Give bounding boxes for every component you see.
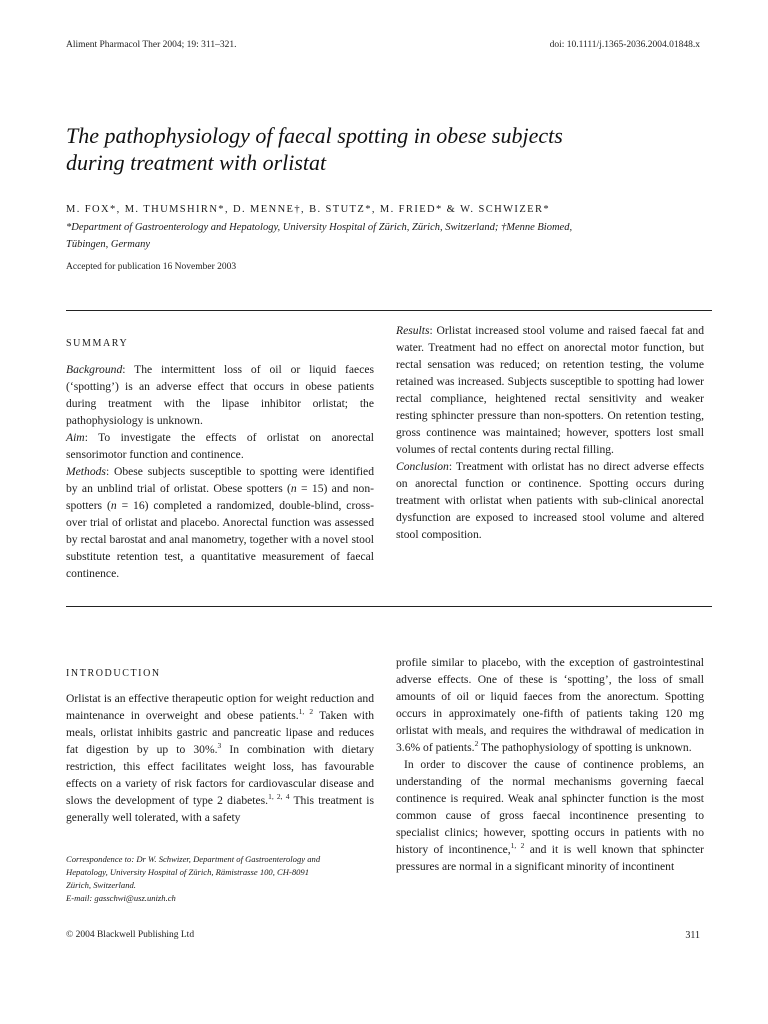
divider <box>66 606 712 607</box>
text-aim: : To investigate the effects of orlistat on anorectal sensorimotor function and continence. <box>66 431 374 461</box>
page-number: 311 <box>685 930 700 941</box>
affiliation-line: Tübingen, Germany <box>66 239 150 250</box>
label-results: Results <box>396 324 430 337</box>
summary-right-column <box>396 322 704 543</box>
summary-background <box>66 361 374 429</box>
text-results: : Orlistat increased stool volume and raised faecal fat and water. Treatment had no effect on anorectal motor function, but rectal sensation was reduced; on retention testing, the volume retained was increased. Subjects susceptible to spotting had lower rectal compliance, heightened rectal sensitivity and weaker resting sphincter pressure than non-spotters. On retention testing, gross continence was maintained; however, spotters lost small volumes of rectal contents during rectal filling. <box>396 324 704 456</box>
reference-marker: 1, 2, 4 <box>268 792 290 802</box>
summary-results <box>396 322 704 458</box>
label-conclusion: Conclusion <box>396 460 449 473</box>
label-methods: Methods <box>66 465 106 478</box>
n-symbol: n <box>110 499 117 512</box>
title-line: during treatment with orlistat <box>66 150 327 175</box>
accepted-date: Accepted for publication 16 November 2003 <box>66 262 237 272</box>
text-methods: = 16) completed a randomized, double-blind, cross-over trial of orlistat and placebo. Anorectal function was assessed by rectal barostat and anal manometry, together with a novel stool substitute retention test, a quantitative measurement of faecal continence. <box>66 499 374 580</box>
summary-aim <box>66 429 374 463</box>
intro-paragraph <box>396 654 704 756</box>
intro-text: In combination with dietary restriction, this effect facilitates weight loss, has favourable effects on a variety of risk factors for cardiovascular disease and slows the development of type 2 diabetes. <box>66 743 374 807</box>
introduction-right-column <box>396 654 704 875</box>
reference-marker: 1, 2 <box>510 841 525 851</box>
introduction-left-column <box>66 665 374 826</box>
affiliations <box>66 219 706 253</box>
introduction-heading: INTRODUCTION <box>66 668 161 679</box>
correspondence-line: Hepatology, University Hospital of Zürich, Rämistrasse 100, CH-8091 <box>66 867 310 877</box>
correspondence-line: Zürich, Switzerland. <box>66 880 136 890</box>
n-symbol: n <box>290 482 297 495</box>
intro-text: Orlistat is an effective therapeutic option for weight reduction and maintenance in overweight and obese patients. <box>66 692 374 722</box>
correspondence-note <box>66 853 376 905</box>
summary-heading: SUMMARY <box>66 338 129 349</box>
intro-paragraph <box>396 756 704 875</box>
intro-text: and it is well known that sphincter pressures are normal in a significant minority of incontinent <box>396 843 705 873</box>
journal-citation: Aliment Pharmacol Ther 2004; 19: 311–321. <box>66 40 237 50</box>
correspondence-email: E-mail: gasschwi@usz.unizh.ch <box>66 893 176 903</box>
copyright: © 2004 Blackwell Publishing Ltd <box>66 930 195 940</box>
text-conclusion: : Treatment with orlistat has no direct adverse effects on anorectal function or continence. Spotting occurs during treatment with orlistat when patients with sub-clinical anorectal dysfunction are exposed to increased stool volume and altered stool composition. <box>396 460 704 541</box>
intro-text: This treatment is generally well tolerated, with a safety <box>66 794 375 824</box>
intro-text: Taken with meals, orlistat inhibits gastric and pancreatic lipase and reduces fat digestion by up to 30%. <box>66 709 375 756</box>
doi: doi: 10.1111/j.1365-2036.2004.01848.x <box>549 40 700 50</box>
divider <box>66 310 712 311</box>
reference-marker: 1, 2 <box>298 707 314 717</box>
text-methods: = 15) and non-spotters ( <box>66 482 374 512</box>
label-aim: Aim <box>66 431 85 444</box>
summary-left-column <box>66 335 374 582</box>
correspondence-line: Correspondence to: Dr W. Schwizer, Department of Gastroenterology and <box>66 854 321 864</box>
affiliation-line: *Department of Gastroenterology and Hepatology, University Hospital of Zürich, Zürich, Switzerland; †Menne Biomed, <box>66 222 573 233</box>
intro-text: In order to discover the cause of continence problems, an understanding of the normal mechanisms governing faecal continence is required. Weak anal sphincter function is the most common cause of gross faecal incontinence presenting to specialist clinics; however, spotting occurs in patients with no history of incontinence, <box>396 758 704 856</box>
intro-paragraph <box>66 690 374 826</box>
text-background: : The intermittent loss of oil or liquid faeces (‘spotting’) is an adverse effect that occurs in obese patients during treatment with the lipase inhibitor orlistat; the pathophysiology is unknown. <box>66 363 374 427</box>
summary-methods <box>66 463 374 582</box>
label-background: Background <box>66 363 123 376</box>
intro-text: profile similar to placebo, with the exception of gastrointestinal adverse effects. One of these is ‘spotting’, the loss of small amounts of oil or liquid faeces from the anorectum. Spotting occurs in approximately one-fifth of patients taking 120 mg orlistat with meals, and requires the withdrawal of medication in 3.6% of patients. <box>396 656 704 754</box>
title-line: The pathophysiology of faecal spotting in obese subjects <box>66 123 563 148</box>
summary-conclusion <box>396 458 704 543</box>
author-list: M. FOX*, M. THUMSHIRN*, D. MENNE†, B. STUTZ*, M. FRIED* & W. SCHWIZER* <box>66 204 550 215</box>
reference-marker: 3 <box>217 741 222 751</box>
reference-marker: 2 <box>474 739 479 749</box>
intro-text: The pathophysiology of spotting is unknown. <box>478 741 692 754</box>
article-title <box>66 122 706 176</box>
text-methods: : Obese subjects susceptible to spotting were identified by an unblind trial of orlistat. Obese spotters ( <box>66 465 374 495</box>
